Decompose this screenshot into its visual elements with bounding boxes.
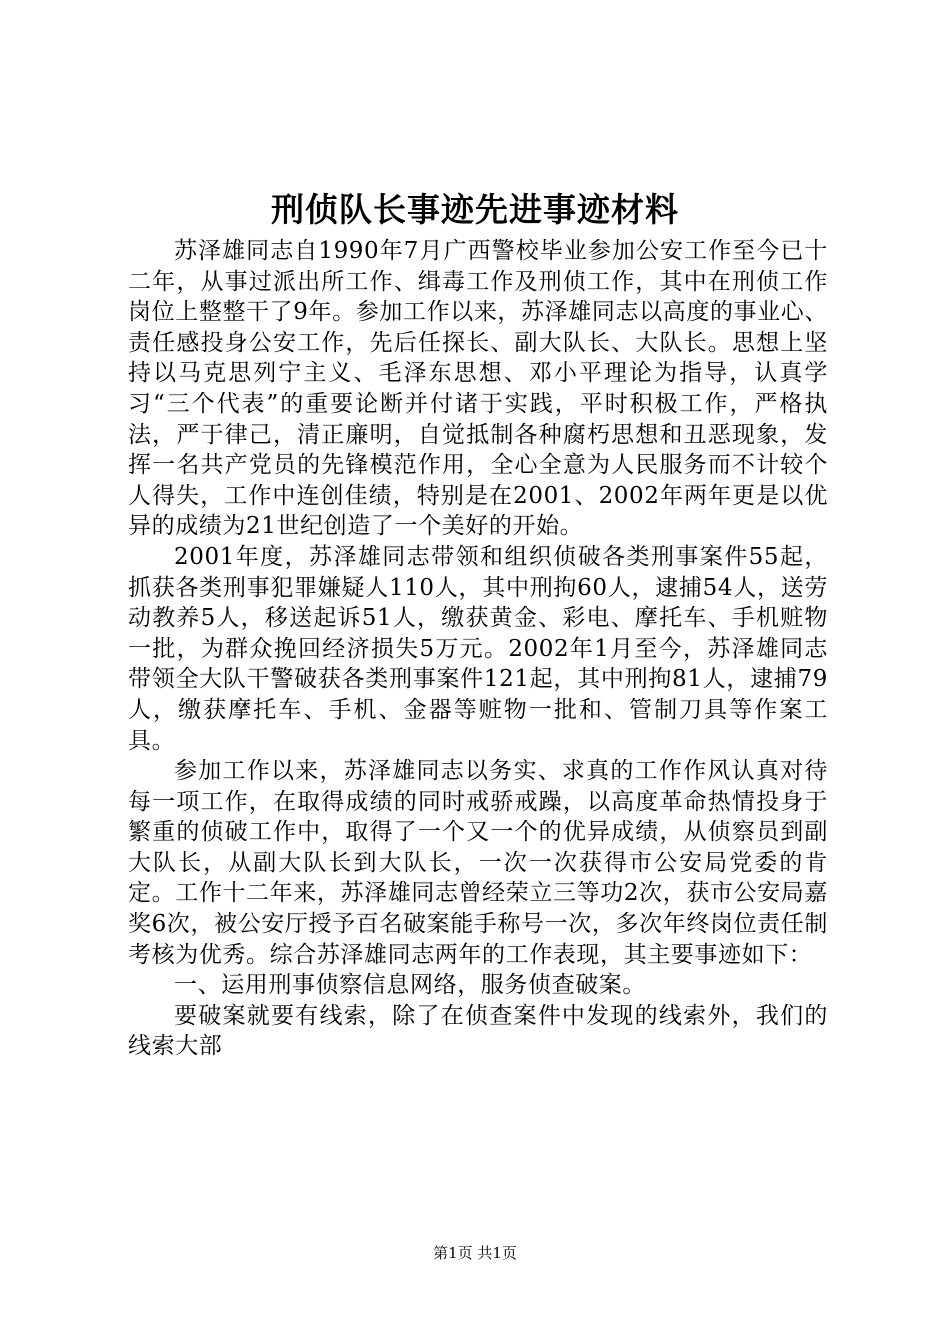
paragraph-intro: 苏泽雄同志自1990年7月广西警校毕业参加公安工作至今已十二年，从事过派出所工作、缉毒工作及刑侦工作，其中在刑侦工作岗位上整整干了9年。参加工作以来，苏泽雄同志以高度的事业心、责任感投身公安工作，先后任探长、副大队长、大队长。思想上坚持以马克思列宁主义、毛泽东思想、邓小平理论为指导，认真学习“三个代表”的重要论断并付诸于实践，平时积极工作，严格执法，严于律己，清正廉明，自觉抵制各种腐朽思想和丑恶现象，发挥一名共产党员的先锋模范作用，全心全意为人民服务而不计较个人得失，工作中连创佳绩，特别是在2001、2002年两年更是以优异的成绩为21世纪创造了一个美好的开始。: [128, 238, 828, 540]
page-footer: 第1页 共1页: [433, 1244, 517, 1262]
paragraph-2001-results: 2001年度，苏泽雄同志带领和组织侦破各类刑事案件55起，抓获各类刑事犯罪嫌疑人110人，其中刑拘60人，逮捕54人，送劳动教养5人，移送起诉51人，缴获黄金、彩电、摩托车、手机赃物一批，为群众挽回经济损失5万元。2002年1月至今，苏泽雄同志带领全大队干警破获各类刑事案件121起，其中刑拘81人，逮捕79人，缴获摩托车、手机、金器等赃物一批和、管制刀具等作案工具。: [128, 543, 828, 754]
paragraph-clues: 要破案就要有线索，除了在侦查案件中发现的线索外，我们的线索大部: [128, 1002, 828, 1060]
paragraph-achievements: 参加工作以来，苏泽雄同志以务实、求真的工作作风认真对待每一项工作，在取得成绩的同时戒骄戒躁，以高度革命热情投身于繁重的侦破工作中，取得了一个又一个的优异成绩，从侦察员到副大队长，从副大队长到大队长，一次一次获得市公安局党委的肯定。工作十二年来，苏泽雄同志曾经荣立三等功2次，获市公安局嘉奖6次，被公安厅授予百名破案能手称号一次，多次年终岗位责任制考核为优秀。综合苏泽雄同志两年的工作表现，其主要事迹如下：: [128, 758, 828, 968]
document-title: 刑侦队长事迹先进事迹材料: [271, 190, 679, 229]
section-heading-1: 一、运用刑事侦察信息网络，服务侦查破案。: [174, 972, 646, 999]
document-body: [128, 236, 828, 1062]
